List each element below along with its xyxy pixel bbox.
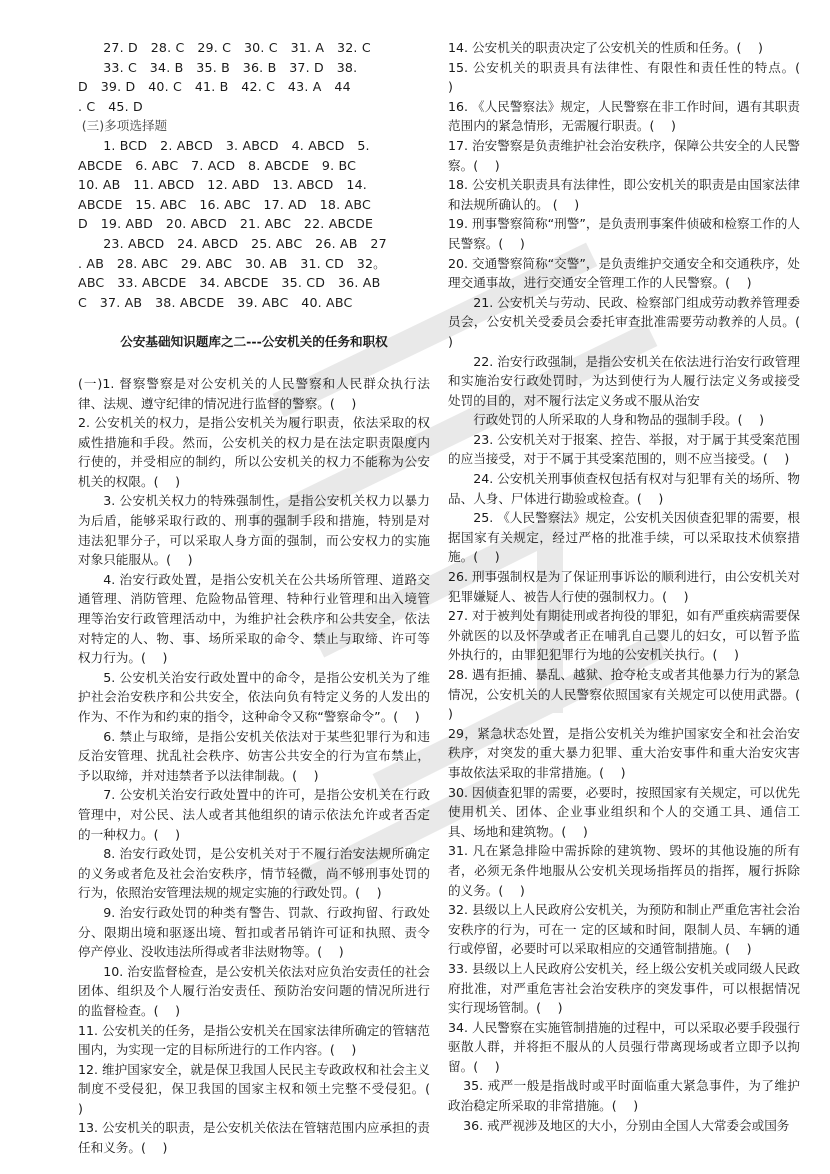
question-6: 6. 禁止与取缔，是指公安机关依法对于某些犯罪行为和违反治安管理、扰乱社会秩序、妨害公共安全的行为宣布禁止，予以取缔，并对违禁者予以法律制裁。( ) [78, 728, 430, 783]
answer-line: ABCDE 6. ABC 7. ACD 8. ABCDE 9. BC [78, 157, 357, 173]
question-8: 8. 治安行政处罚，是公安机关对于不履行治安法规所确定的义务或者危及社会治安秩序，情节轻微，尚不够刑事处罚的行为，依照治安管理法规的规定实施的行政处罚。( ) [78, 846, 430, 901]
question-23: 23. 公安机关对于报案、控告、举报，对于属于其受案范围的应当接受，对于不属于其受案范围的，则不应当接受。( ) [448, 431, 800, 467]
question-13: 13. 公安机关的职责，是公安机关依法在管辖范围内应承担的责任和义务。( ) [78, 1120, 430, 1156]
question-9: 9. 治安行政处罚的种类有警告、罚款、行政拘留、行政处分、限期出境和驱逐出境、暂扣或者吊销许可证和执照、责令停产停业、没收违法所得或者非法财物等。( ) [78, 904, 430, 960]
question-10: 10. 治安监督检查，是公安机关依法对应负治安责任的社会团体、组织及个人履行治安责任、预防治安问题的情况所进行的监督检查。( ) [78, 963, 430, 1018]
question-35: 35. 戒严一般是指战时或平时面临重大紧急事件，为了维护政治稳定所采取的非常措施。( ) [448, 1078, 800, 1114]
answer-line: 23. ABCD 24. ABCD 25. ABC 26. AB 27 [103, 235, 387, 251]
question-27: 27. 对于被判处有期徒刑或者拘役的罪犯，如有严重疾病需要保外就医的以及怀孕或者正在哺乳自己婴儿的妇女，可以暂予监外执行的，由罪犯犯罪行为地的公安机关执行。( ) [448, 608, 800, 663]
question-4: 4. 治安行政处置，是指公安机关在公共场所管理、道路交通管理、消防管理、危险物品管理、特种行业管理和出入境管理等治安行政管理活动中，为维护社会秩序和公共安全，依法对特定的人、物、事、场所采取的命令、禁止与取缔、许可等权力行为。( ) [78, 571, 430, 666]
question-32: 32. 县级以上人民政府公安机关，为预防和制止严重危害社会治安秩序的行为，可在一 定的区域和时间，限制人员、车辆的通行或停留，必要时可以采取相应的交通管制措施。( ) [448, 902, 800, 957]
question-24: 24. 公安机关刑事侦查权包括有权对与犯罪有关的场所、物品、人身、尸体进行勘验或检查。( ) [448, 471, 800, 506]
question-2: 2. 公安机关的权力，是指公安机关为履行职责，依法采取的权威性措施和手段。然而，公安机关的权力是在法定职责限度内行使的，并受相应的制约，所以公安机关的权力不能称为公安机关的权限。( ) [78, 415, 430, 489]
question-3: 3. 公安机关权力的特殊强制性，是指公安机关权力以暴力为后盾，能够采取行政的、刑事的强制手段和措施，特别是对违法犯罪分子，可以采取人身方面的强制，而公安权力的实施对象只能服从。( ) [78, 493, 430, 568]
answer-line: . AB 28. ABC 29. ABC 30. AB 31. CD 32。 [78, 255, 386, 271]
answer-line: 27. D 28. C 29. C 30. C 31. A 32. C [103, 40, 371, 55]
question-15: 15. 公安机关的职责具有法律性、有限性和责任性的特点。( ) [448, 59, 817, 95]
answer-line: . C 45. D [78, 98, 143, 114]
question-31: 31. 凡在紧急排险中需拆除的建筑物、毁坏的其他设施的所有者，必须无条件地服从公安机关现场指挥员的指挥，履行拆除的义务。( ) [448, 843, 800, 898]
left-column [78, 38, 447, 1158]
question-25: 25. 《人民警察法》规定，公安机关因侦查犯罪的需要，根据国家有关规定，经过严格的批准手续，可以采取技术侦察措施。( ) [448, 510, 800, 565]
question-26: 26. 刑事强制权是为了保证刑事诉讼的顺利进行，由公安机关对犯罪嫌疑人、被告人行使的强制权力。( ) [448, 569, 800, 604]
answer-line: 10. AB 11. ABCD 12. ABD 13. ABCD 14. [78, 177, 367, 193]
question-16: 16. 《人民警察法》规定，人民警察在非工作时间，遇有其职责范围内的紧急情形，无需履行职责。( ) [448, 98, 800, 134]
answer-line: D 19. ABD 20. ABCD 21. ABC 22. ABCDE [78, 216, 374, 232]
question-1: (一)1. 督察警察是对公安机关的人民警察和人民群众执行法律、法规、遵守纪律的情况进行监督的警察。( ) [78, 375, 430, 411]
question-28: 28. 遇有拒捕、暴乱、越狱、抢夺枪支或者其他暴力行为的紧急情况，公安机关的人民警察依照国家有关规定可以使用武器。( ) [448, 667, 817, 722]
question-11: 11. 公安机关的任务，是指公安机关在国家法律所确定的管辖范围内，为实现一定的目标所进行的工作内容。( ) [78, 1022, 430, 1058]
question-33: 33. 县级以上人民政府公安机关，经上级公安机关或同级人民政府批准，对严重危害社会治安秩序的突发事件，可以根据情况实行现场管制。( ) [448, 960, 800, 1016]
answer-line: D 39. D 40. C 41. B 42. C 43. A 44 [78, 79, 351, 95]
question-30: 30. 因侦查犯罪的需要，必要时，按照国家有关规定，可以优先使用机关、团体、企业事业组织和个人的交通工具、通信工具、场地和建筑物。( ) [448, 784, 800, 839]
question-20: 20. 交通警察简称“交警”，是负责维护交通安全和交通秩序，处理交通事故，进行交通安全管理工作的人民警察。( ) [448, 255, 800, 291]
answer-line: C 37. AB 38. ABCDE 39. ABC 40. ABC [78, 294, 353, 310]
multi-choice-heading: (三)多项选择题 [81, 118, 168, 134]
right-column [448, 38, 817, 1135]
answer-line: 33. C 34. B 35. B 36. B 37. D 38. [103, 59, 358, 75]
question-22-continued: 行政处罚的人所采取的人身和物品的强制手段。( ) [473, 412, 765, 428]
question-36: 36. 戒严视涉及地区的大小，分别由全国人大常委会或国务 [463, 1117, 790, 1133]
question-22: 22. 治安行政强制，是指公安机关在依法进行治安行政管理和实施治安行政处罚时，为达到使行为人履行法定义务或接受处罚的目的，对不履行法定义务或不服从治安 [448, 353, 800, 408]
question-21: 21. 公安机关与劳动、民政、检察部门组成劳动教养管理委员会，公安机关受委员会委托审查批准需要劳动教养的人员。( ) [448, 294, 817, 349]
question-7: 7. 公安机关治安行政处置中的许可，是指公安机关在行政管理中，对公民、法人或者其他组织的请示依法允许或者否定的一种权力。( ) [78, 787, 430, 842]
question-5: 5. 公安机关治安行政处置中的命令，是指公安机关为了维护社会治安秩序和公共安全，依法向负有特定义务的人发出的作为、不作为和约束的指令，这种命令又称“警察命令”。( ) [78, 669, 430, 724]
section-title: 公安基础知识题库之二---公安机关的任务和职权 [120, 334, 388, 350]
question-19: 19. 刑事警察简称“刑警”，是负责刑事案件侦破和检察工作的人民警察。( ) [448, 216, 800, 251]
answer-line: ABC 33. ABCDE 34. ABCDE 35. CD 36. AB [78, 275, 381, 291]
answer-line: 1. BCD 2. ABCD 3. ABCD 4. ABCD 5. [103, 137, 370, 153]
question-14: 14. 公安机关的职责决定了公安机关的性质和任务。( ) [448, 40, 763, 55]
question-12: 12. 维护国家安全，就是保卫我国人民民主专政政权和社会主义制度不受侵犯，保卫我国的国家主权和领土完整不受侵犯。( ) [78, 1061, 447, 1116]
question-34: 34. 人民警察在实施管制措施的过程中，可以采取必要手段强行驱散人群，并将拒不服从的人员强行带离现场或者立即予以拘留。( ) [448, 1019, 800, 1074]
question-18: 18. 公安机关职责具有法律性，即公安机关的职责是由国家法律和法规所确认的。 ( ) [448, 177, 800, 212]
question-17: 17. 治安警察是负责维护社会治安秩序，保障公共安全的人民警察。( ) [448, 137, 800, 173]
question-29: 29，紧急状态处置，是指公安机关为维护国家安全和社会治安秩序，对突发的重大暴力犯罪、重大治安事件和重大治安灾害事故依法采取的非常措施。( ) [448, 725, 800, 780]
answer-line: ABCDE 15. ABC 16. ABC 17. AD 18. ABC [78, 196, 371, 212]
